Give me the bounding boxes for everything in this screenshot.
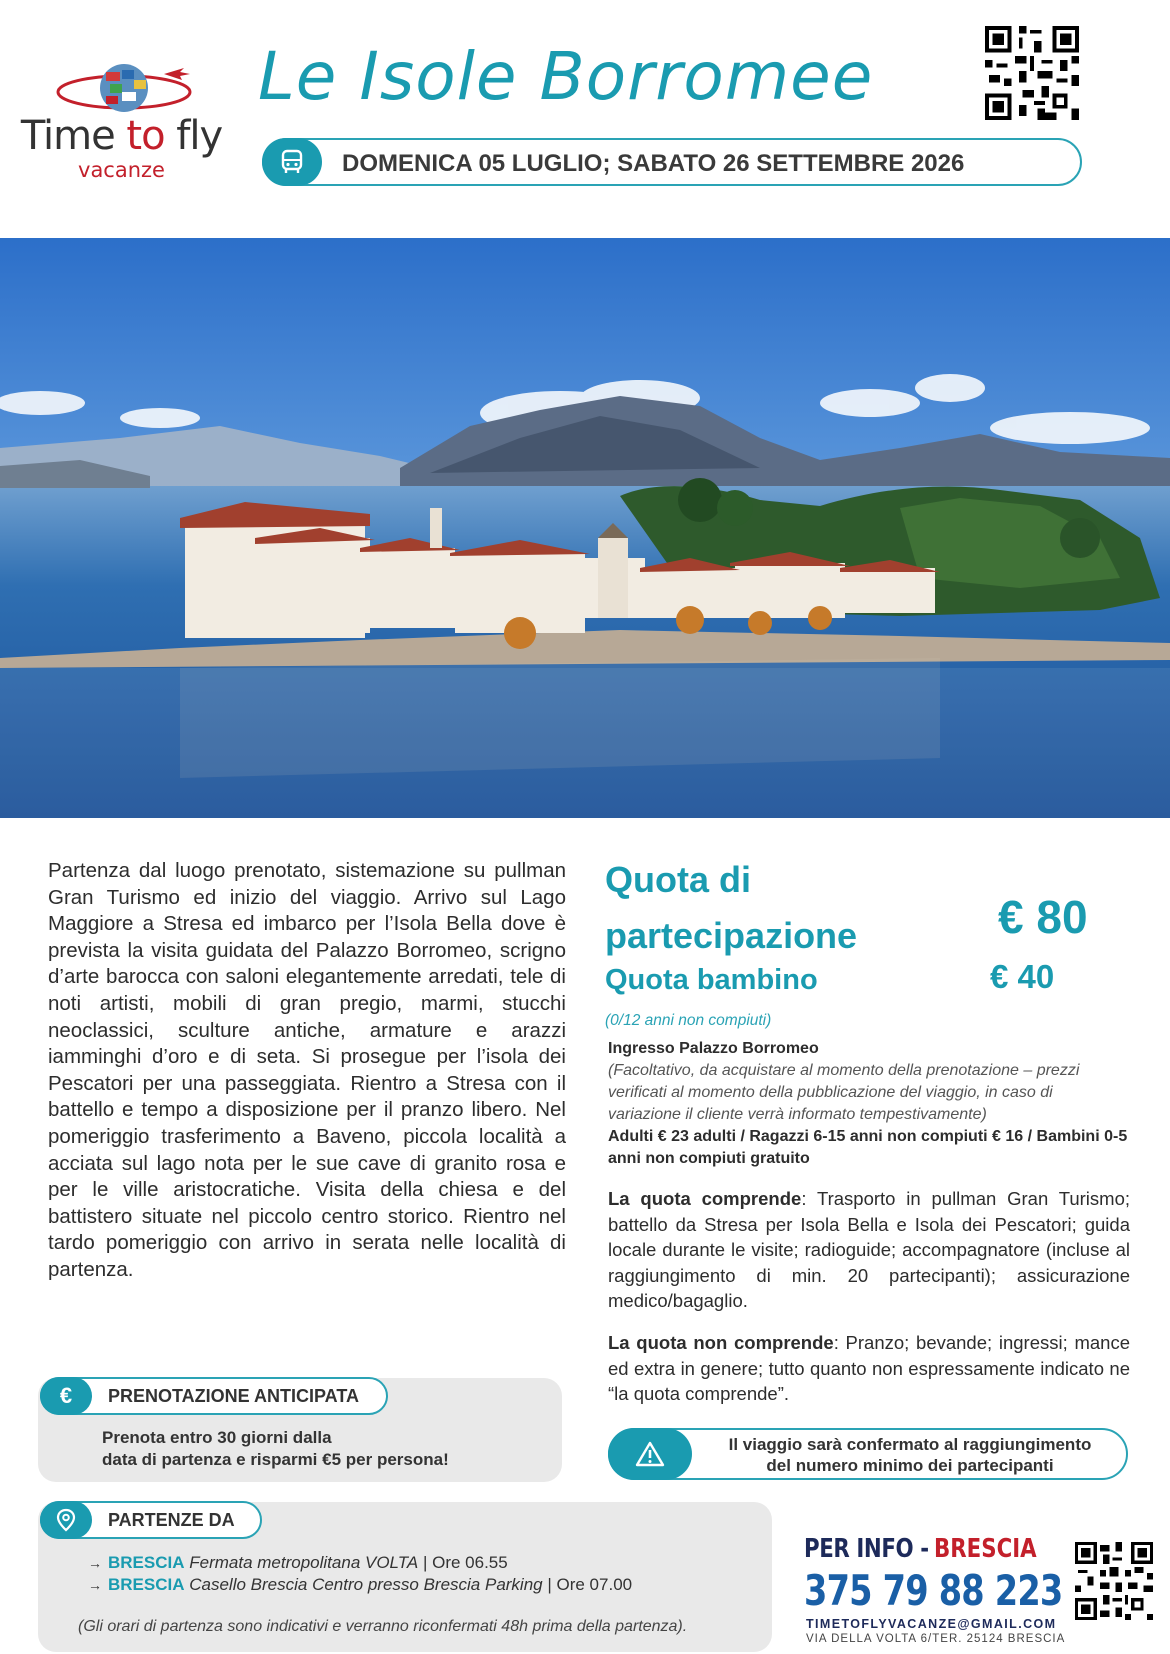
brand-logo xyxy=(14,58,229,188)
departure-item: → BRESCIA Fermata metropolitana VOLTA | Ore 06.55 xyxy=(88,1553,508,1572)
quota-bambino-label: Quota bambino xyxy=(605,964,818,996)
ingresso-heading: Ingresso Palazzo Borromeo xyxy=(608,1040,819,1057)
ingresso-section xyxy=(608,1038,1130,1170)
bambino-age-note: (0/12 anni non compiuti) xyxy=(605,1012,772,1029)
quota-bambino-price: € 40 xyxy=(990,958,1055,995)
arrow-right-icon: → xyxy=(88,1555,102,1571)
qr-code-icon[interactable] xyxy=(985,26,1079,120)
email-link[interactable]: TIMETOFLYVACANZE@GMAIL.COM xyxy=(806,1617,1057,1631)
globe-plane-logo-icon xyxy=(14,58,229,118)
brand-sub: vacanze xyxy=(78,158,165,182)
page-title: Le Isole Borromee xyxy=(258,38,874,115)
confirmation-notice xyxy=(608,1428,1128,1480)
location-pin-icon xyxy=(40,1501,92,1539)
hero-photo-isola-bella xyxy=(0,238,1170,818)
prenotazione-header xyxy=(40,1377,388,1415)
phone-number[interactable]: 375 79 88 223 xyxy=(804,1566,1063,1615)
ingresso-prices: Adulti € 23 adulti / Ragazzi 6-15 anni non compiuti € 16 / Bambini 0-5 anni non compiuti gratuito xyxy=(608,1128,1128,1167)
date-bar xyxy=(262,138,1082,186)
quota-price: € 80 xyxy=(998,891,1088,943)
qr-code-icon[interactable] xyxy=(1075,1542,1153,1620)
info-label: PER INFO - xyxy=(804,1534,929,1564)
partenze-label: PARTENZE DA xyxy=(108,1510,235,1530)
itinerary-description: Partenza dal luogo prenotato, sistemazione su pullman Gran Turismo ed inizio del viaggio. Arrivo sul Lago Maggiore a Stresa ed imbarco per l’Isola Bella dove è prevista la visita guidata del Palazzo Borromeo, scrigno d’arte barocca con saloni elegantemente arredati, tele di noti artisti, mobili di gran pregio, marmi, stucchi neoclassici, sculture antiche, armature e arazzi iamminghi d’oro e di seta. Si prosegue per l’isola dei Pescatori per una passeggiata. Rientro a Stresa con il battello e tempo a disposizione per il pranzo libero. Nel pomeriggio trasferimento a Baveno, piccola località a acciata sul lago nota per le sue cave di granito rosa e per le ville aristocratiche. Visita della chiesa e del battistero situate nel piccolo centro storico. Rientro nel tardo pomeriggio con arrivo in serata nelle località di partenza. xyxy=(48,859,566,1281)
bus-icon xyxy=(262,138,322,186)
partenze-note: (Gli orari di partenza sono indicativi e verranno riconfermati 48h prima della partenza). xyxy=(78,1618,688,1635)
prenotazione-label: PRENOTAZIONE ANTICIPATA xyxy=(108,1386,359,1406)
arrow-right-icon: → xyxy=(88,1577,102,1593)
confirmation-line1: Il viaggio sarà confermato al raggiungimento xyxy=(728,1435,1092,1454)
quota-label: Quota di partecipazione xyxy=(605,859,858,956)
quota-comprende: La quota comprende: Trasporto in pullman Gran Turismo; battello da Stresa per Isola Bella e Isola dei Pescatori; guida locale durante le visite; radioguide; accompagnatore (incluse al raggiungimento di min. 20 partecipanti); assicurazione medico/bagaglio. xyxy=(608,1188,1130,1311)
brand-name: Time to fly xyxy=(20,113,223,159)
address: VIA DELLA VOLTA 6/TER. 25124 BRESCIA xyxy=(806,1633,1066,1645)
confirmation-line2: del numero minimo dei partecipanti xyxy=(766,1456,1054,1475)
departure-item: → BRESCIA Casello Brescia Centro presso Brescia Parking | Ore 07.00 xyxy=(88,1575,633,1594)
partenze-header xyxy=(40,1501,262,1539)
trip-dates: DOMENICA 05 LUGLIO; SABATO 26 SETTEMBRE 2026 xyxy=(342,150,965,177)
info-city: BRESCIA xyxy=(934,1534,1037,1564)
euro-icon: € xyxy=(40,1377,92,1415)
ingresso-note: (Facoltativo, da acquistare al momento della prenotazione – prezzi verificati al momento della pubblicazione del viaggio, in caso di variazione il cliente verrà informato tempestivamente) xyxy=(608,1062,1080,1123)
quota-non-comprende: La quota non comprende: Pranzo; bevande; ingressi; mance ed extra in genere; tutto quanto non espressamente indicato ne “la quota comprende”. xyxy=(608,1332,1130,1404)
prenotazione-text: Prenota entro 30 giorni dalla data di partenza e risparmi €5 per persona! xyxy=(102,1428,449,1469)
warning-icon xyxy=(608,1428,692,1480)
